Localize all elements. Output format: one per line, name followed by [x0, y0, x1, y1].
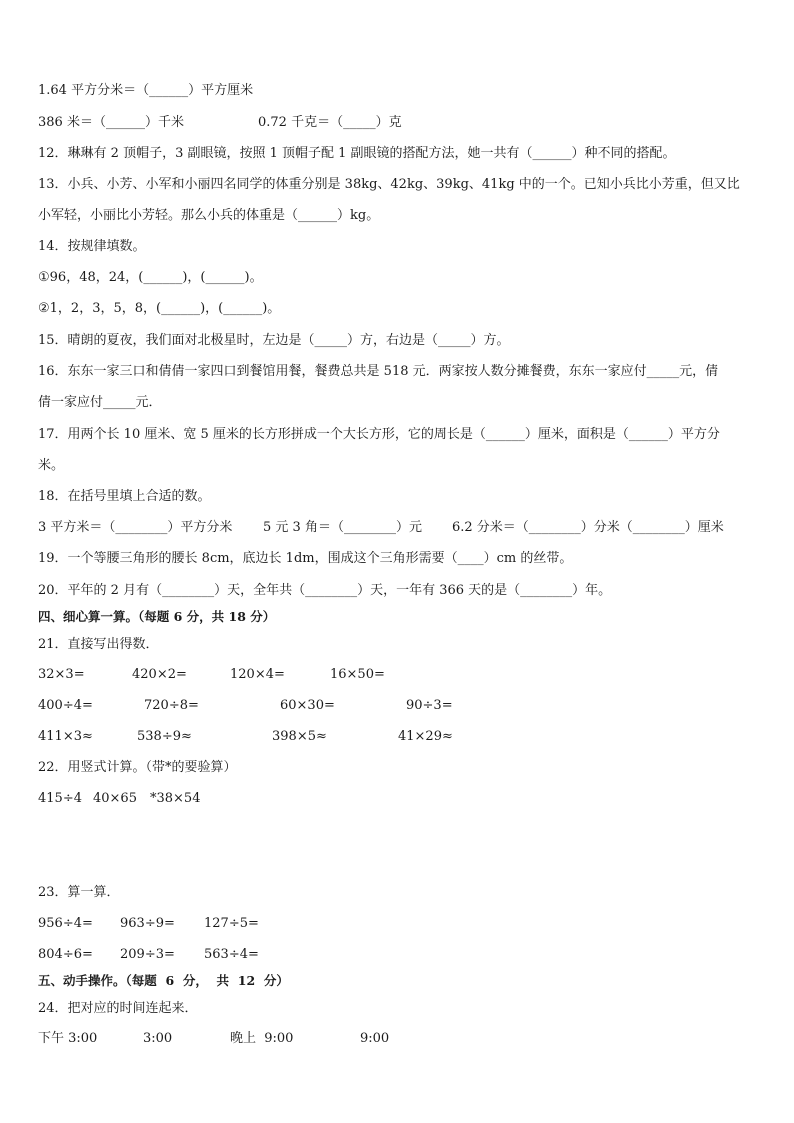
question-18-part-1: 3 平方米＝（________）平方分米	[38, 520, 233, 535]
question-18-part-2: 5 元 3 角＝（________）元	[263, 520, 422, 535]
question-16-line-1: 16．东东一家三口和倩倩一家四口到餐馆用餐，餐费总共是 518 元．两家按人数分摊餐费，东东一家应付_____元，倩	[38, 364, 719, 379]
question-18-part-3: 6.2 分米＝（________）分米（________）厘米	[452, 520, 724, 535]
q22-item: *38×54	[150, 791, 201, 806]
question-12: 12．琳琳有 2 顶帽子，3 副眼镜，按照 1 顶帽子配 1 副眼镜的搭配方法，她一共有（______）种不同的搭配。	[38, 146, 676, 161]
q21-item: 398×5≈	[272, 729, 327, 744]
q22-item: 40×65	[93, 791, 137, 806]
q23-item: 563÷4=	[204, 947, 259, 962]
section-5-heading: 五、动手操作。（每题 6 分， 共 12 分）	[38, 973, 289, 988]
section-4-heading: 四、细心算一算。（每题 6 分，共 18 分）	[38, 609, 276, 624]
q21-item: 720÷8=	[144, 698, 199, 713]
q24-time-item: 晚上 9:00	[230, 1031, 294, 1046]
q21-item: 41×29≈	[398, 729, 453, 744]
q22-item: 415÷4	[38, 791, 82, 806]
q24-time-item: 3:00	[143, 1031, 173, 1046]
question-13-line-1: 13．小兵、小芳、小军和小丽四名同学的体重分别是 38kg、42kg、39kg、41kg 中的一个。已知小兵比小芳重，但又比	[38, 177, 740, 192]
question-16-line-2: 倩一家应付_____元．	[38, 395, 162, 410]
question-17-line-1: 17．用两个长 10 厘米、宽 5 厘米的长方形拼成一个大长方形，它的周长是（______）厘米，面积是（______）平方分	[38, 427, 720, 442]
question-15: 15．晴朗的夏夜，我们面对北极星时，左边是（_____）方，右边是（_____）方。	[38, 333, 510, 348]
q21-item: 90÷3=	[406, 698, 453, 713]
question-22: 22．用竖式计算。（带*的要验算）	[38, 760, 237, 775]
q21-item: 120×4=	[230, 667, 285, 682]
question-14: 14．按规律填数。	[38, 239, 146, 254]
q24-time-item: 9:00	[360, 1031, 390, 1046]
question-20: 20．平年的 2 月有（________）天，全年共（________）天，一年有 366 天的是（________）年。	[38, 583, 612, 598]
conversion-line-1: 1.64 平方分米＝（______）平方厘米	[38, 83, 254, 98]
q21-item: 32×3=	[38, 667, 85, 682]
q21-item: 60×30=	[280, 698, 335, 713]
q21-item: 400÷4=	[38, 698, 93, 713]
q23-item: 804÷6=	[38, 947, 93, 962]
question-23: 23．算一算．	[38, 885, 120, 900]
q23-item: 127÷5=	[204, 916, 259, 931]
q21-item: 538÷9≈	[137, 729, 192, 744]
conversion-line-2a: 386 米＝（______）千米	[38, 115, 184, 130]
question-14-part-1: ①96，48，24，(______)，(______)。	[38, 270, 263, 285]
question-21: 21．直接写出得数．	[38, 637, 159, 652]
q21-item: 411×3≈	[38, 729, 93, 744]
question-18: 18．在括号里填上合适的数。	[38, 489, 211, 504]
q24-time-item: 下午 3:00	[38, 1031, 98, 1046]
conversion-line-2b: 0.72 千克＝（_____）克	[258, 115, 402, 130]
question-14-part-2: ②1，2，3，5，8，(______)，(______)。	[38, 301, 281, 316]
question-24: 24．把对应的时间连起来．	[38, 1001, 198, 1016]
q21-item: 16×50=	[330, 667, 385, 682]
q23-item: 209÷3=	[120, 947, 175, 962]
question-17-line-2: 米。	[38, 458, 65, 473]
q21-item: 420×2=	[132, 667, 187, 682]
question-19: 19．一个等腰三角形的腰长 8cm，底边长 1dm，围成这个三角形需要（____）cm 的丝带。	[38, 551, 573, 566]
q23-item: 956÷4=	[38, 916, 93, 931]
q23-item: 963÷9=	[120, 916, 175, 931]
question-13-line-2: 小军轻，小丽比小芳轻。那么小兵的体重是（______）kg。	[38, 208, 380, 223]
